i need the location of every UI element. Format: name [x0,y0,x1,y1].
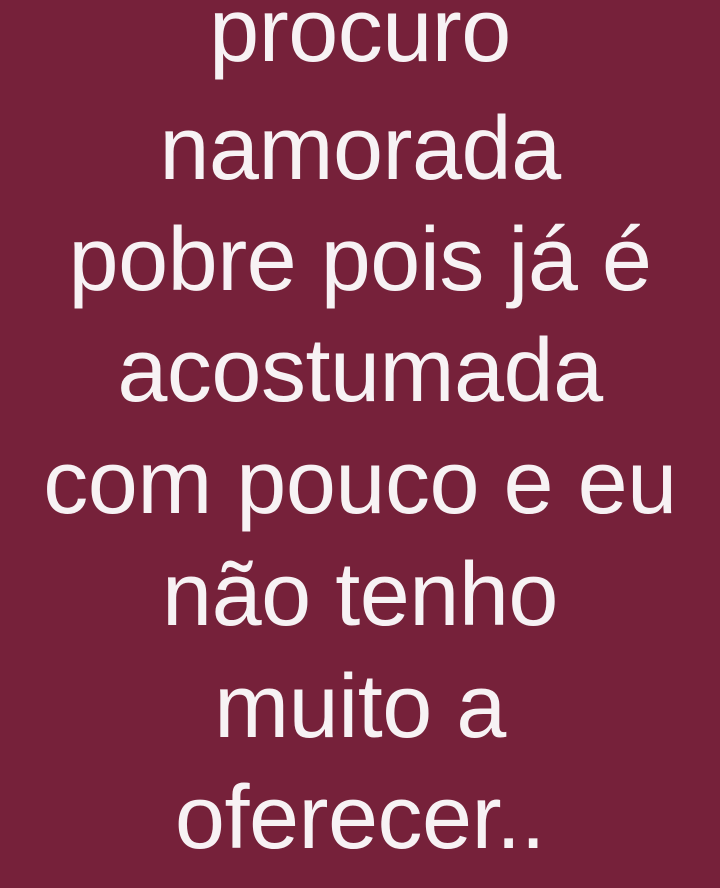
quote-line-4: acostumada [117,321,603,421]
quote-line-2: namorada [159,99,561,199]
quote-line-1: procuro [209,0,511,81]
quote-line-7: muito a [214,657,506,757]
quote-line-6: não tenho [162,545,558,645]
quote-line-3: pobre pois já é [68,210,652,310]
quote-line-8: oferecer.. [174,768,546,868]
quote-line-5: com pouco e eu [43,433,677,533]
